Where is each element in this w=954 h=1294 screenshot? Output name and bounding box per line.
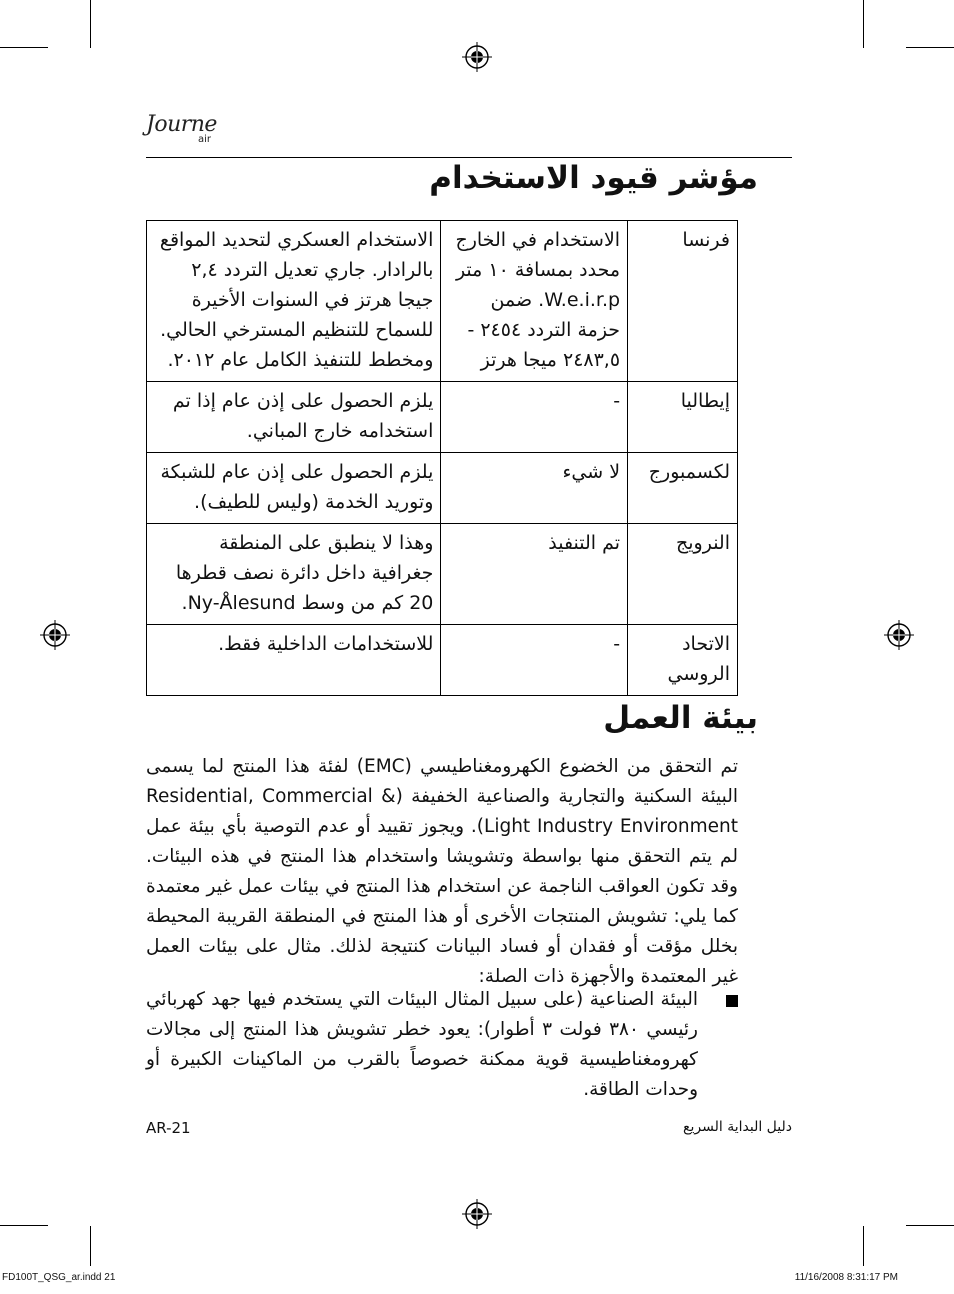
registration-mark-icon xyxy=(40,620,70,650)
table-row xyxy=(147,625,738,696)
country-cell: الاتحاد الروسي xyxy=(628,625,738,696)
slug-file: FD100T_QSG_ar.indd 21 xyxy=(2,1272,116,1283)
brand-logo xyxy=(146,112,236,158)
crop-mark xyxy=(863,0,864,48)
logo-sub-text: air xyxy=(198,134,212,145)
outdoor-cell: - xyxy=(441,625,628,696)
crop-mark xyxy=(906,1225,954,1226)
table-row xyxy=(147,382,738,453)
slug-timestamp: 11/16/2008 8:31:17 PM xyxy=(794,1272,898,1283)
indoor-cell: وهذا لا ينطبق على المنطقة جغرافية داخل دائرة نصف قطرها 20 كم من وسط Ny-Ålesund. xyxy=(147,524,441,625)
crop-mark xyxy=(863,1226,864,1266)
restrictions-table xyxy=(146,220,738,696)
environment-paragraph: تم التحقق من الخضوع الكهرومغناطيسي (EMC) لفئة هذا المنتج لما يسمى البيئة السكنية والتجارية والصناعية الخفيفة (Residential, Commercial & Light Industry Environment). ويجوز تقييد أو عدم التوصية بأي بيئة عمل لم يتم التحقق منها بواسطة وتشويشا واستخدام هذا المنتج في هذه البيئات. وقد تكون العواقب الناجمة عن استخدام هذا المنتج في بيئات عمل غير معتمدة كما يلي: تشويش المنتجات الأخرى أو هذا المنتج في المنطقة القريبة المحيطة بخلل مؤقت أو فقدان أو فساد البيانات كنتيجة لذلك. مثال على بيئات العمل غير المعتمدة والأجهزة ذات الصلة: xyxy=(146,756,738,987)
page-title: مؤشر قيود الاستخدام xyxy=(429,160,758,196)
table-row xyxy=(147,453,738,524)
crop-mark xyxy=(0,47,48,48)
page-number: AR-21 xyxy=(146,1119,191,1137)
country-cell: النرويج xyxy=(628,524,738,625)
country-cell: لكسمبورج xyxy=(628,453,738,524)
indoor-cell: يلزم الحصول على إذن عام إذا تم استخدامه خارج المباني. xyxy=(147,382,441,453)
bullet-square-icon xyxy=(726,995,738,1007)
country-cell: فرنسا xyxy=(628,221,738,382)
table-row xyxy=(147,524,738,625)
registration-mark-icon xyxy=(884,620,914,650)
guide-name: دليل البداية السريع xyxy=(683,1119,792,1135)
crop-mark xyxy=(90,1226,91,1266)
logo-script-text: Journe xyxy=(146,112,217,137)
crop-mark xyxy=(906,47,954,48)
bullet-text: البيئة الصناعية (على سبيل المثال البيئات التي يستخدم فيها جهد كهربائي رئيسي ٣٨٠ فولت ٣ أطوار): يعود خطر تشويش هذا المنتج إلى مجالات كهرومغناطيسية قوية ممكنة خصوصاً بالقرب من الماكينات الكبيرة أو وحدات الطاقة. xyxy=(146,989,698,1100)
outdoor-cell: تم التنفيذ xyxy=(441,524,628,625)
indoor-cell: يلزم الحصول على إذن عام للشبكة وتوريد الخدمة (وليس للطيف). xyxy=(147,453,441,524)
registration-mark-icon xyxy=(462,1199,492,1229)
indoor-cell: للاستخدامات الداخلية فقط. xyxy=(147,625,441,696)
outdoor-cell: لا شيء xyxy=(441,453,628,524)
header-divider xyxy=(146,157,792,158)
registration-mark-icon xyxy=(462,42,492,72)
outdoor-cell: - xyxy=(441,382,628,453)
table-row xyxy=(147,221,738,382)
outdoor-cell: الاستخدام في الخارج محدد بمسافة ١٠ متر W.e.i.r.p. ضمن حزمة التردد ٢٤٥٤ - ٢٤٨٣,٥ ميجا هرتز xyxy=(441,221,628,382)
bullet-item xyxy=(146,985,738,1105)
section-title: بيئة العمل xyxy=(603,700,758,736)
crop-mark xyxy=(90,0,91,48)
country-cell: إيطاليا xyxy=(628,382,738,453)
indoor-cell: الاستخدام العسكري لتحديد المواقع بالرادار. جاري تعديل التردد ٢,٤ جيجا هرتز في السنوات الأخيرة للسماح للتنظيم المسترخي الحالي. ومخطط للتنفيذ الكامل عام ٢٠١٢. xyxy=(147,221,441,382)
crop-mark xyxy=(0,1225,48,1226)
